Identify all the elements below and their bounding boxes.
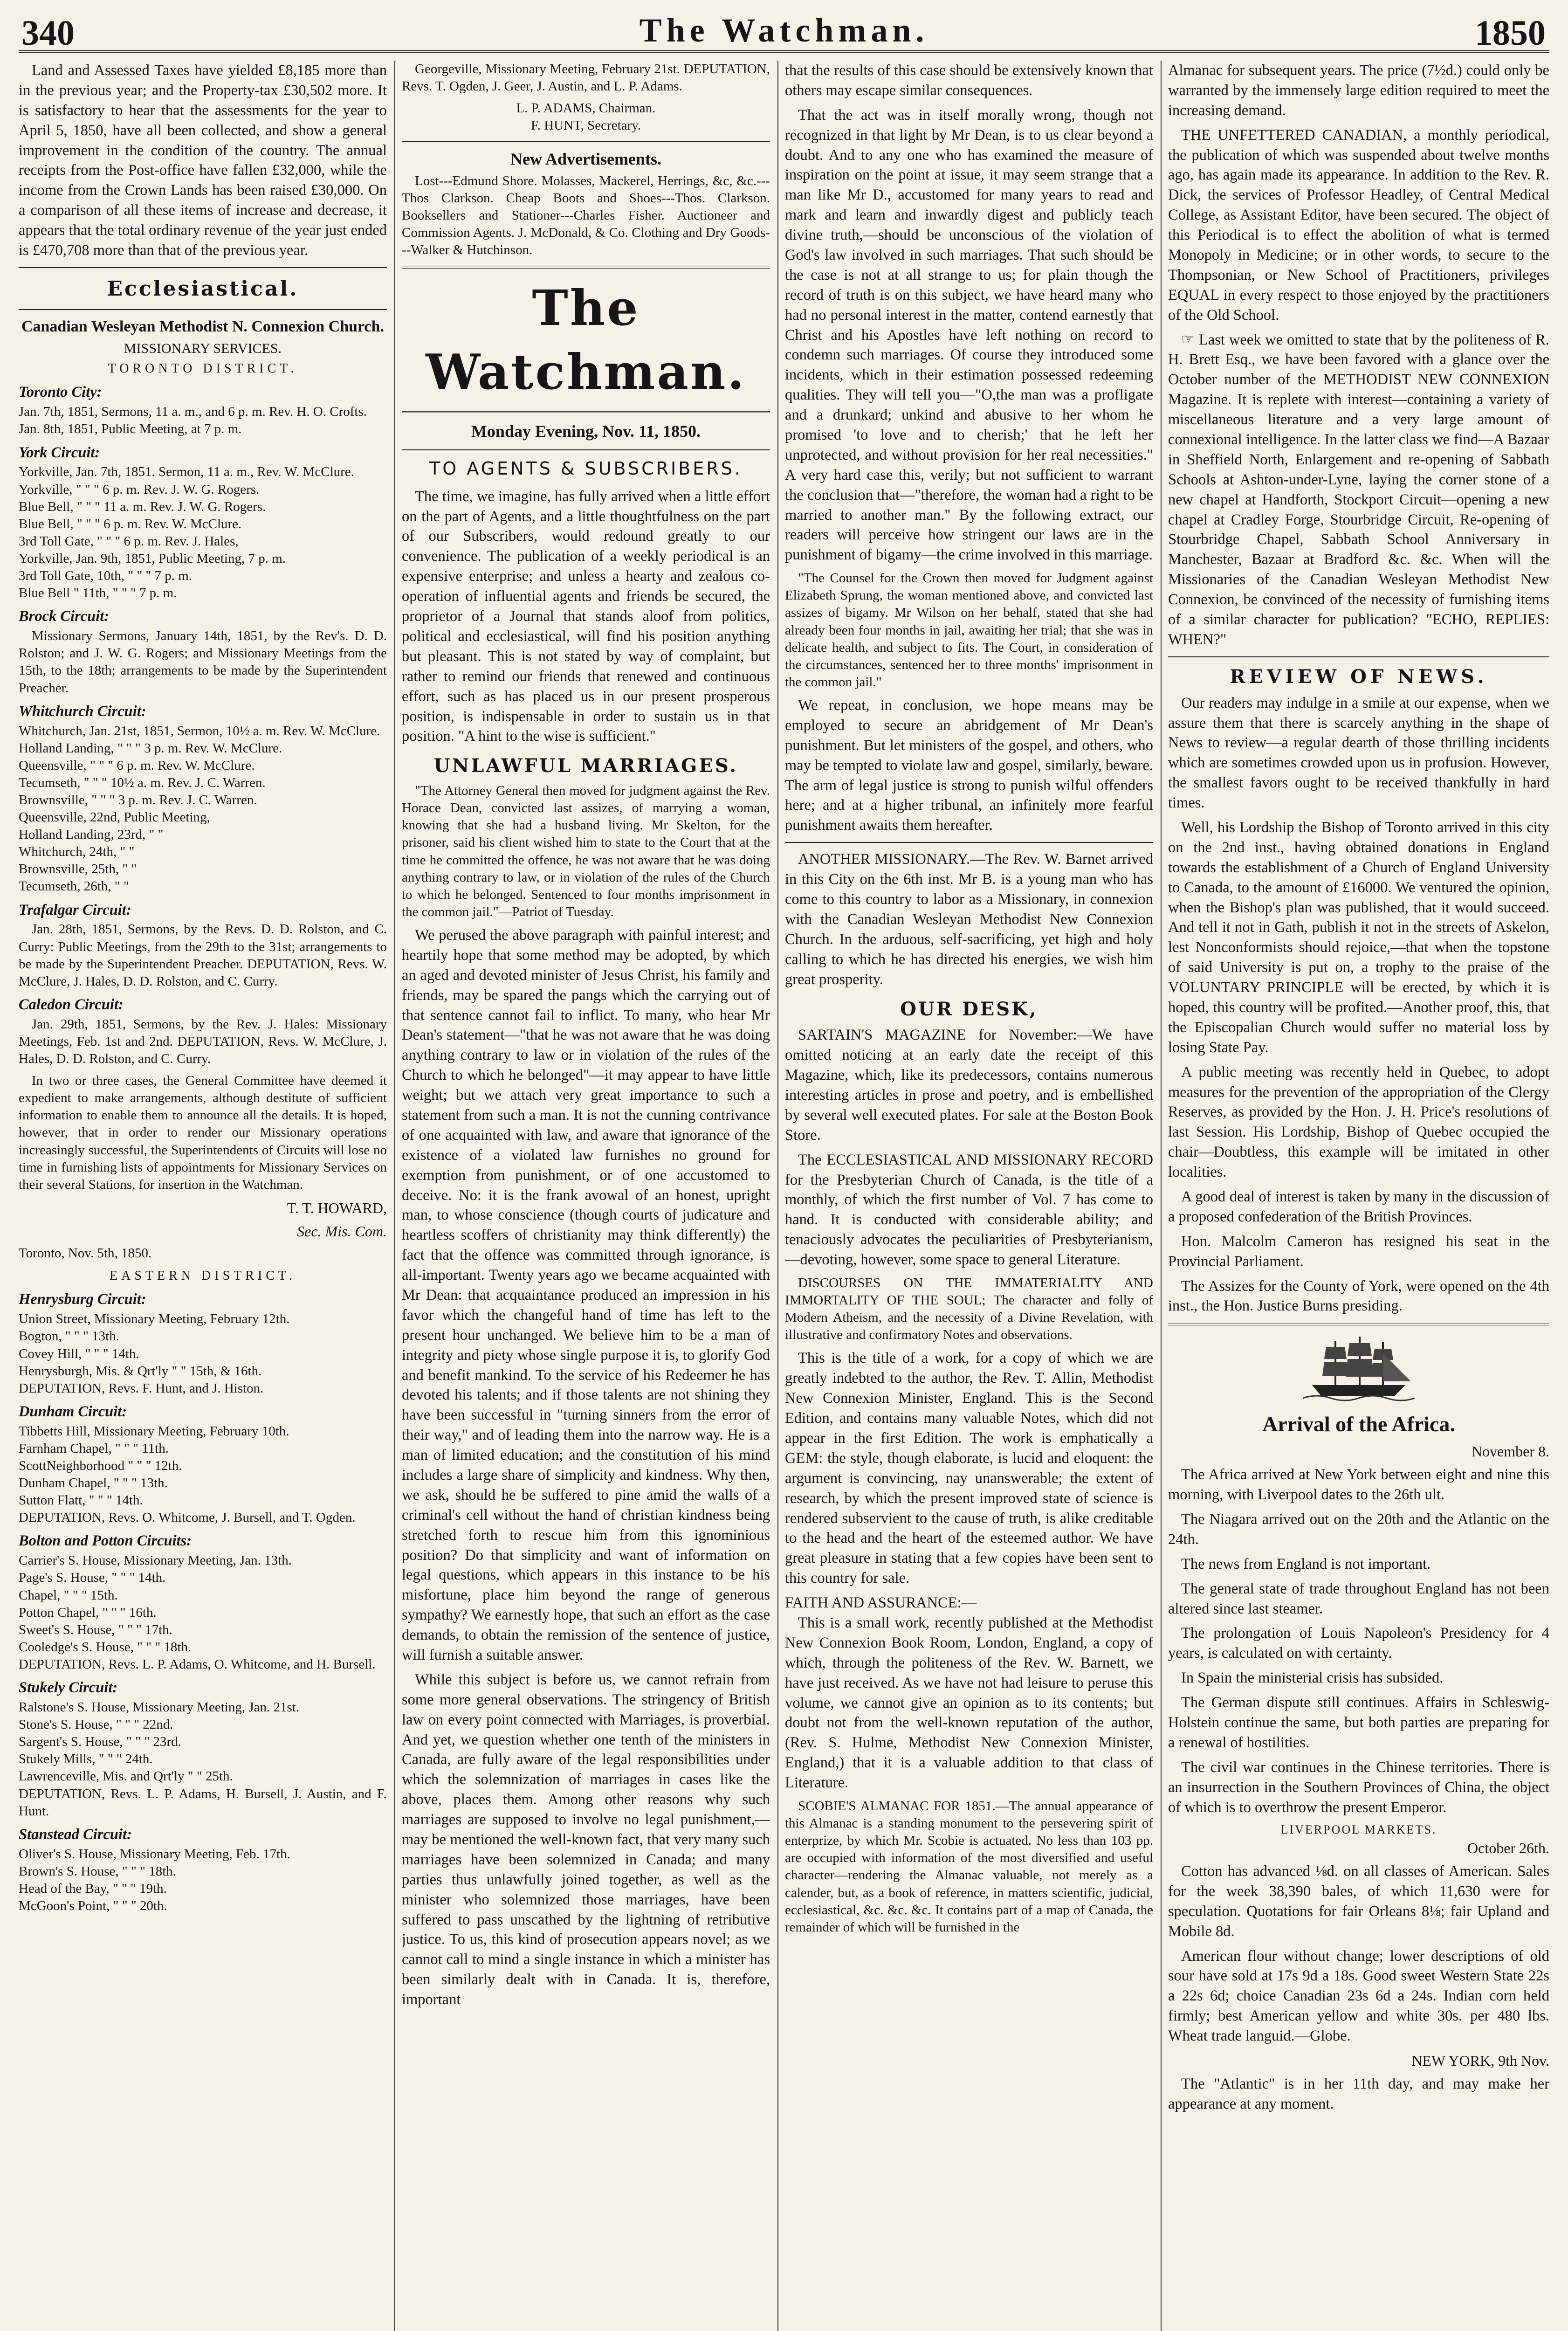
agents-heading: TO AGENTS & SUBSCRIBERS. — [429, 458, 743, 479]
column-4 — [1168, 61, 1549, 2331]
signer-title: Sec. Mis. Com. — [297, 1223, 387, 1240]
divider — [402, 267, 770, 269]
georgeville-text: Georgeville, Missionary Meeting, February 21st. DEPUTATION, Revs. T. Ogden, J. Geer, J. Austin, and L. P. Adams. — [402, 62, 770, 94]
marriages-paragraph: That the act was in itself morally wrong, though not recognized in that light by Mr Dean, is to us clear beyond a doubt. And to any one who has examined the measure of inspiration on the point at issue, it may seem strange that a man like Mr D., accustomed for many years to read and mark and learn and inwardly digest and publicly teach divine truth,—should be unconscious of the violation of God's law involved in such marriages. That such should be the case is not at all strange to us; for plain though the record of truth is on this subject, we have heard many who had no personal interest in the matter, contend earnestly that Christ and his Apostles have left nothing on record to condemn such marriages. Of course they introduced some incidents, which in their estimation possessed redeeming qualities. They will tell you—"O,the man was a profligate and a drunkard; unkind and abusive to her whom he promised 'to love and to cherish;' that he left her unprotected, and without provision for her real necessities." A very hard case this, verily; but not sufficient to warrant the conclusion that—"therefore, the woman had a right to be married to another man." By the following extract, our readers will perceive how stringent our laws are in the punishment of bigamy—the crime involved in this marriage. — [785, 106, 1153, 564]
schedule-line: Union Street, Missionary Meeting, February 12th. — [19, 1311, 290, 1327]
circuit-heading: Dunham Circuit: — [19, 1403, 127, 1420]
advertisements-list: Lost---Edmund Shore. Molasses, Mackerel, Herrings, &c, &c.---Thos Clarkson. Cheap Boots and Shoes---Thos. Clarkson. Booksellers and Stationer---Charles Fisher. Auctioneer and Commission Agents. J. McDonald, & Co. Clothing and Dry Goods---Walker & Hutchinson. — [402, 173, 770, 258]
schedule-line: DEPUTATION, Revs. L. P. Adams, O. Whitcome, and H. Bursell. — [19, 1656, 376, 1672]
circuit-heading: Toronto City: — [19, 384, 102, 401]
place-date: Toronto, Nov. 5th, 1850. — [19, 1246, 152, 1261]
market-item: American flour without change; lower descriptions of old sour have sold at 17s 9d a 18s. Good sweet Western State 22s a 22s 6d; choice Canadian 23s 6d a 24s. Indian corn held firmly; best American yellow and white 30s. per 480 lbs. Wheat trade languid.—Globe. — [1168, 1947, 1549, 2045]
revenue-paragraph: Land and Assessed Taxes have yielded £8,185 more than in the previous year; and the Property-tax £30,502 more. It is satisfactory to hear that the assessments for the year to April 5, 1850, have all been collected, and show a general improvement in the condition of the country. The annual receipts from the Post-office have fallen £32,000, while the income from the Crown Lands has been raised £30,000. On a comparison of all these items of increase and decrease, it appears that the total ordinary revenue of the year just ended is £470,708 more than that of the previous year. — [19, 62, 387, 259]
market-item: Cotton has advanced ⅛d. on all classes of American. Sales for the week 38,390 bales, of which 11,630 were for speculation. Quotations for fair Orleans 8⅛; fair Upland and Mobile 8d. — [1168, 1862, 1549, 1940]
eastern-district-heading: EASTERN DISTRICT. — [110, 1269, 296, 1283]
arrival-heading: Arrival of the Africa. — [1262, 1412, 1455, 1436]
news-item: The German dispute still continues. Affairs in Schleswig-Holstein continue the same, but both parties are preparing for a renewal of hostilities. — [1168, 1694, 1549, 1751]
schedule-line: Jan. 7th, 1851, Sermons, 11 a. m., and 6 p. m. Rev. H. O. Crofts. — [19, 404, 367, 420]
masthead-rule — [19, 50, 1549, 53]
column-rule — [777, 61, 778, 2331]
news-item: The "Atlantic" is in her 11th day, and may make her appearance at any moment. — [1168, 2076, 1549, 2113]
review-heading: REVIEW OF NEWS. — [1230, 665, 1488, 688]
schedule-line: Page's S. House, " " " 14th. — [19, 1570, 166, 1586]
faith-paragraph: This is a small work, recently published at the Methodist New Connexion Book Room, London, England, a copy of which, through the politeness of the Rev. W. Barnett, we have just received. As we have not had leisure to peruse this volume, we cannot give an opinion as to its contents; but doubt not from the well-known reputation of the author, (Rev. S. Hulme, Methodist New Connexion Minister, England,) that it is a valuable addition to that class of Literature. — [785, 1614, 1153, 1792]
faith-heading: FAITH AND ASSURANCE:— — [785, 1594, 977, 1612]
schedule-line: Yorkville, Jan. 9th, 1851, Public Meeting, 7 p. m. — [19, 551, 286, 566]
review-paragraph: A public meeting was recently held in Quebec, to adopt measures for the prevention of the appropriation of the Clergy Reserves, as provided by the Hon. J. H. Price's resolutions of last Session. His Lordship, Bishop of Quebec occupied the chair—Doubtless, this example will be imitated in other localities. — [1168, 1063, 1549, 1181]
schedule-line: 3rd Toll Gate, " " " 6 p. m. Rev. J. Hales, — [19, 533, 239, 549]
new-york-dateline: NEW YORK, 9th Nov. — [1411, 2052, 1549, 2069]
marriages-paragraph: We perused the above paragraph with painful interest; and heartily hope that some method may be adopted, by which an aged and devoted minister of Jesus Christ, his family and friends, may be spared the pangs which the carrying out of that sentence cannot fail to inflict. To many, who hear Mr Dean's statement—"that he was not aware that he was doing anything contrary to law or in violation of the rules of the Church to which he belonged"—it may appear to have little weight; but we attach very great importance to such a statement from such a man. It is not the cunning contrivance of one acquainted with law, and aware that ignorance of the existence of a violated law furnishes no ground for exemption from punishment, or of one accustomed to deceive. No: it is the frank avowal of an honest, upright man, to whose conscience (though courts of judicature and heartless scoffers of christianity may think differently) the fact that the offence was committed through ignorance, is all-important. Twenty years ago we became acquainted with Mr Dean: that acquaintance produced an impression in his favor which the changeful hand of time has left to the present hour unchanged. We believe him to be a man of integrity and piety whose single purpose it is, to glorify God and benefit mankind. To the service of his Redeemer he has devoted his talents; and if those talents are not shining they have been successful in "turning sinners from the error of their way," and of leading them into the narrow way. He is a man of limited education; and the constitution of his mind includes a large share of simplicity and kindness. Why then, we ask, should he be suffered to pine amid the walls of a criminal's cell without the hand of christian kindness being stretched forth to rescue him from this ignominious position? Do that simplicity and want of information on legal questions, which appears in this instance to be his misfortune, place him beyond the range of generous sympathy? We earnestly hope, that such an effort as the case demands, to obtain the remission of the sentence of justice, will furnish a suitable answer. — [402, 926, 770, 1664]
news-item: In Spain the ministerial crisis has subsided. — [1181, 1669, 1444, 1687]
arrival-date: November 8. — [1471, 1442, 1549, 1460]
news-item: The prolongation of Louis Napoleon's Presidency for 4 years, is calculated on with certainty. — [1168, 1625, 1549, 1662]
marriages-paragraph: We repeat, in conclusion, we hope means may be employed to secure an abridgement of Mr Dean's punishment. But let ministers of the gospel, and others, who may be tempted to violate law and gospel, similarly, beware. The arm of legal justice is strong to punish wilful offenders here; and at a higher tribunal, an infinitely more fearful punishment awaits them hereafter. — [785, 697, 1153, 834]
masthead-title: The Watchman. — [639, 12, 929, 49]
review-paragraph: Our readers may indulge in a smile at our expense, when we assure them that there is scarcely anything in the shape of News to review—a regular dearth of those thrilling incidents which are sometimes crowded upon us in profusion. However, the smallest favors ought to be received thankfully in hard times. — [1168, 694, 1549, 812]
circuit-text: Jan. 29th, 1851, Sermons, by the Rev. J. Hales: Missionary Meetings, Feb. 1st and 2nd. DEPUTATION, Revs. W. McClure, J. Hales, D. D. Rolston, and C. Curry. — [19, 1016, 387, 1067]
circuit-heading: Henrysburg Circuit: — [19, 1291, 146, 1308]
schedule-line: Carrier's S. House, Missionary Meeting, Jan. 13th. — [19, 1553, 292, 1568]
divider — [785, 842, 1153, 843]
schedule-line: Dunham Chapel, " " " 13th. — [19, 1476, 168, 1491]
services-heading: MISSIONARY SERVICES. — [124, 340, 282, 356]
page-number: 340 — [21, 14, 75, 53]
column-2 — [402, 61, 770, 2331]
counsel-quote: "The Counsel for the Crown then moved for Judgment against Elizabeth Sprung, the woman mentioned above, and convicted last assizes of bigamy. Mr Wilson on her behalf, stated that she had already been four months in jail, awaiting her trial; that she was in delicate health, and subject to fits. The Court, in consideration of the circumstances, sentenced her to three months' imprisonment in the common jail." — [785, 571, 1153, 690]
schedule-line: Chapel, " " " 15th. — [19, 1587, 118, 1603]
schedule-line: Henrysburgh, Mis. & Qrt'ly " " 15th, & 16th. — [19, 1363, 262, 1379]
schedule-line: 3rd Toll Gate, 10th, " " " 7 p. m. — [19, 568, 193, 584]
marriages-paragraph: While this subject is before us, we cannot refrain from some more general observations. The stringency of British law on every point connected with Marriages, is proverbial. And yet, we question whether one tenth of the ministers in Canada, are fully aware of the legal responsibilities under which the solemnization of marriages in cases like the above, places them. Among other reasons why such marriages are supposed to involve no legal punishment,—may be mentioned the well-known fact, that very many such marriages have been solemnized in Canada; and many parties thus unlawfully joined together, as well as the minister who solemnized those marriages, have been suffered to pass unscathed by the lightning of retributive justice. To us, this kind of prosecution appears novel; as we cannot call to mind a single instance in which a minister has been similarly dealt with in Canada. It is, therefore, important — [402, 1671, 770, 2008]
schedule-line: Lawrenceville, Mis. and Qrt'ly " " 25th. — [19, 1769, 233, 1784]
schedule-line: Whitchurch, Jan. 21st, 1851, Sermon, 10½ a. m. Rev. W. McClure. — [19, 723, 380, 738]
masthead — [19, 11, 1549, 53]
secretary-signature: F. HUNT, Secretary. — [530, 118, 641, 133]
schedule-line: DEPUTATION, Revs. F. Hunt, and J. Histon. — [19, 1380, 264, 1396]
schedule-line: Jan. 8th, 1851, Public Meeting, at 7 p. m. — [19, 421, 242, 437]
schedule-line: Yorkville, " " " 6 p. m. Rev. J. W. G. Rogers. — [19, 482, 260, 497]
masthead-year: 1850 — [1475, 14, 1546, 53]
schedule-line: Yorkville, Jan. 7th, 1851. Sermon, 11 a. m., Rev. W. McClure. — [19, 464, 354, 480]
circuit-heading: Stukely Circuit: — [19, 1679, 118, 1697]
schedule-line: Head of the Bay, " " " 19th. — [19, 1881, 167, 1896]
circuit-heading: Whitchurch Circuit: — [19, 703, 146, 720]
schedule-line: Bogton, " " " 13th. — [19, 1329, 119, 1344]
chairman-signature: L. P. ADAMS, Chairman. — [516, 101, 656, 116]
committee-notice: In two or three cases, the General Committee have deemed it expedient to make arrangements, although destitute of sufficient information to enable them to announce all the details. It is hoped, however, that in order to render our Missionary operations increasingly successful, the Superintendents of Circuits will lose no time in furnishing lists of appointments for Missionary Services on their several Stations, for insertion in the Watchman. — [19, 1073, 387, 1192]
attorney-quote: "The Attorney General then moved for judgment against the Rev. Horace Dean, convicted last assizes, of marrying a woman, knowing that she had a husband living. Mr Skelton, for the prisoner, said his client wished him to state to the Court that at the time he committed the offence, he was not aware that he was doing anything contrary to law, or in violation of the rules of the Church to which he belonged. Sentenced to four months imprisonment in the common jail."—Patriot of Tuesday. — [402, 783, 770, 919]
schedule-line: Oliver's S. House, Missionary Meeting, Feb. 17th. — [19, 1846, 290, 1862]
news-item: The general state of trade throughout England has not been altered since last steamer. — [1168, 1580, 1549, 1617]
schedule-line: Tecumseth, " " " 10½ a. m. Rev. J. C. Warren. — [19, 775, 266, 790]
marriages-heading: UNLAWFUL MARRIAGES. — [433, 755, 738, 777]
circuit-heading: Trafalgar Circuit: — [19, 901, 131, 918]
discourses-paragraph: This is the title of a work, for a copy of which we are greatly indebted to the author, the Rev. T. Allin, Methodist New Connexion Minister, England. This is the Second Edition, and contains many valuable Notes, which did not appear in the first Edition. The work is emphatically a GEM: the style, though elaborate, is lucid and eloquent: the argument is convincing, nay unanswerable; the extent of research, by which the present improved state of science is rendered subservient to the cause of truth, is alike creditable to the head and the heart of the esteemed author. We have great pleasure in stating that a few copies have been sent to this country for sale. — [785, 1350, 1153, 1587]
column-1 — [19, 61, 387, 2331]
schedule-line: Sutton Flatt, " " " 14th. — [19, 1493, 143, 1508]
divider — [402, 141, 770, 142]
schedule-line: Covey Hill, " " " 14th. — [19, 1346, 139, 1361]
advertisements-heading: New Advertisements. — [510, 150, 661, 169]
divider — [1168, 1324, 1549, 1325]
schedule-line: Cooledge's S. House, " " " 18th. — [19, 1639, 192, 1655]
circuit-heading: York Circuit: — [19, 444, 100, 461]
sailing-ship-icon — [1303, 1333, 1415, 1408]
circuit-text: Jan. 28th, 1851, Sermons, by the Revs. D. D. Rolston, and C. Curry: Public Meetings, from the 29th to the 31st; arrangements to be made by the Superintendent Preacher. DEPUTATION, Revs. W. McClure, J. Hales, D. D. Rolston, and C. Curry. — [19, 922, 387, 989]
church-heading: Canadian Wesleyan Methodist N. Connexion Church. — [21, 317, 385, 335]
review-paragraph: The Assizes for the County of York, were opened on the 4th inst., the Hon. Justice Burns presiding. — [1168, 1277, 1549, 1315]
schedule-line: McGoon's Point, " " " 20th. — [19, 1898, 167, 1913]
news-item: The Africa arrived at New York between eight and nine this morning, with Liverpool dates to the 26th ult. — [1168, 1466, 1549, 1503]
divider — [402, 449, 770, 450]
schedule-line: Tecumseth, 26th, " " — [19, 879, 129, 894]
issue-dateline: Monday Evening, Nov. 11, 1850. — [471, 422, 701, 441]
schedule-line: Holland Landing, 23rd, " " — [19, 827, 164, 842]
schedule-line: Sweet's S. House, " " " 17th. — [19, 1622, 172, 1637]
signer-name: T. T. HOWARD, — [287, 1199, 387, 1216]
schedule-line: Ralstone's S. House, Missionary Meeting, Jan. 21st. — [19, 1699, 300, 1715]
circuit-heading: Brock Circuit: — [19, 608, 110, 625]
schedule-line: Blue Bell " 11th, " " " 7 p. m. — [19, 586, 177, 601]
schedule-line: Queensville, 22nd, Public Meeting, — [19, 810, 210, 825]
divider — [19, 267, 387, 268]
schedule-line: Sargent's S. House, " " " 23rd. — [19, 1734, 181, 1750]
circuit-heading: Bolton and Potton Circuits: — [19, 1532, 192, 1550]
schedule-line: Holland Landing, " " " 3 p. m. Rev. W. McClure. — [19, 740, 282, 756]
scobie-paragraph: SCOBIE'S ALMANAC FOR 1851.—The annual appearance of this Almanac is a standing monument to the persevering spirit of enterprize, by which Mr. Scobie is actuated. No less than 103 pp. are occupied with information of the most diversified and useful character—rendering the Almanac valuable, not merely as a calender, but, as a book of reference, in matters scientific, judicial, ecclesiastical, &c. &c. &c. It contains part of a map of Canada, the remainder of which will be furnished in the — [785, 1799, 1153, 1935]
marriages-paragraph: that the results of this case should be extensively known that others may escape similar consequences. — [785, 62, 1153, 99]
markets-date: October 26th. — [1467, 1839, 1549, 1856]
schedule-line: Blue Bell, " " " 11 a. m. Rev. J. W. G. Rogers. — [19, 499, 266, 514]
markets-heading: LIVERPOOL MARKETS. — [1280, 1823, 1437, 1837]
watchman-logo: The Watchman. — [426, 279, 746, 400]
connexion-paragraph: ☞ Last week we omitted to state that by the politeness of R. H. Brett Esq., we have been favored with a glance over the October number of the METHODIST NEW CONNEXION Magazine. It is replete with interest—containing a variety of miscellaneous literature and a very large amount of connexional intelligence. In the latter class we find—A Bazaar in Sheffield North, Enlargement and re-opening of Sabbath Schools at Ashton-under-Lyne, laying the corner stone of a new chapel at Handforth, Stockport Circuit—opening a new chapel at Cradley Forge, Stourbridge Circuit, Re-opening of Stourbridge Chapel, Sabbath School Anniversary in Manchester, Bazaar at Bradford &c. &c. When will the Missionaries of the Canadian Wesleyan Methodist New Connexion, be convinced of the necessity of furnishing items of a similar character for publication? "ECHO, REPLIES: WHEN?" — [1168, 331, 1549, 648]
divider — [402, 411, 770, 413]
canadian-paragraph: THE UNFETTERED CANADIAN, a monthly periodical, the publication of which was suspended about twelve months ago, has again made its appearance. In addition to the Rev. R. Dick, the services of Professor Headley, of Central Medical College, as Assistant Editor, have been secured. The object of this Periodical is to effect the abolition of what is termed Monopoly in Medicine; or in other words, to secure to the Thompsonian, or New School of Practitioners, privileges EQUAL in every respect to those enjoyed by the practitioners of the Old School. — [1168, 126, 1549, 324]
divider — [1168, 656, 1549, 657]
record-paragraph: The ECCLESIASTICAL AND MISSIONARY RECORD for the Presbyterian Church of Canada, is the title of a monthly, of which the first number of Vol. 7 has come to hand. It is conducted with considerable ability; and tenaciously advocates the peculiarities of Presbyterianism,—devoting, however, some space to general Literature. — [785, 1151, 1153, 1269]
schedule-line: Stukely Mills, " " " 24th. — [19, 1752, 153, 1767]
schedule-line: DEPUTATION, Revs. O. Whitcome, J. Bursell, and T. Ogden. — [19, 1510, 356, 1525]
review-paragraph: Well, his Lordship the Bishop of Toronto arrived in this city on the 2nd inst., having obtained donations in England towards the establishment of a Church of England University to Canada, to the amount of £16000. We ventured the opinion, when the Bishop's plan was published, that it would succeed. And tell it not in Gath, publish it not in the streets of Askelon, lest Nonconformists should rejoice,—that when the topstone of said University is put on, a trophy to the praise of the VOLUNTARY PRINCIPLE will be erected, by which it is hoped, this country will be profited.—Another proof, this, that the Episcopalian Church would suffer no material loss by losing State Pay. — [1168, 819, 1549, 1056]
almanac-paragraph: Almanac for subsequent years. The price (7½d.) could only be warranted by the immensely large edition required to meet the increasing demand. — [1168, 62, 1549, 119]
column-rule — [394, 61, 395, 2331]
news-item: The Niagara arrived out on the 20th and the Atlantic on the 24th. — [1168, 1510, 1549, 1548]
discourses-title: DISCOURSES ON THE IMMATERIALITY AND IMMORTALITY OF THE SOUL; The character and folly of Modern Atheism, and the necessity of a Divine Revelation, with illustrative and confirmatory Notes and observations. — [785, 1275, 1153, 1343]
schedule-line: Potton Chapel, " " " 16th. — [19, 1605, 157, 1620]
schedule-line: Blue Bell, " " " 6 p. m. Rev. W. McClure. — [19, 516, 242, 531]
agents-paragraph: The time, we imagine, has fully arrived when a little effort on the part of Agents, and a little thoughtfulness on the part of our Subscribers, would redound greatly to our convenience. The publication of a weekly periodical is an expensive enterprise; and unless a hearty and zealous co-operation of influential agents and friends be secured, the proprietor of a Journal that stands aloof from politics, political and ecclesiastical, will find his position anything but pleasant. This is not stated by way of complaint, but rather to remind our friends that renewed and continuous effort, such as has placed us in our present prosperous position, is indispensable in order to sustain us in that position. "A hint to the wise is sufficient." — [402, 488, 770, 745]
review-paragraph: Hon. Malcolm Cameron has resigned his seat in the Provincial Parliament. — [1168, 1233, 1549, 1270]
news-item: The civil war continues in the Chinese territories. There is an insurrection in the Southern Provinces of China, the object of which is to overthrow the present Emperor. — [1168, 1759, 1549, 1816]
missionary-paragraph: ANOTHER MISSIONARY.—The Rev. W. Barnet arrived in this City on the 6th inst. Mr B. is a young man who has come to this country to labor as a Missionary, in connexion with the Canadian Wesleyan Methodist New Connexion Church. In the arduous, self-sacrificing, yet high and holy calling to which he has directed his energies, we wish him great prosperity. — [785, 851, 1153, 988]
review-paragraph: A good deal of interest is taken by many in the discussion of a proposed confederation of the British Provinces. — [1168, 1188, 1549, 1225]
schedule-line: DEPUTATION, Revs. L. P. Adams, H. Bursell, J. Austin, and F. Hunt. — [19, 1786, 387, 1819]
ecclesiastical-heading: Ecclesiastical. — [107, 276, 299, 301]
divider — [19, 309, 387, 310]
schedule-line: Tibbetts Hill, Missionary Meeting, February 10th. — [19, 1423, 289, 1439]
ship-illustration — [1168, 1333, 1549, 1408]
schedule-line: Brown's S. House, " " " 18th. — [19, 1863, 177, 1879]
circuit-text: Missionary Sermons, January 14th, 1851, by the Rev's. D. D. Rolston; and J. W. G. Rogers; and Missionary Meetings from the 15th, to the 18th; arrangements to be made by the Superintendent Preacher. — [19, 628, 387, 696]
circuit-heading: Stanstead Circuit: — [19, 1826, 132, 1843]
our-desk-heading: OUR DESK, — [900, 998, 1038, 1020]
toronto-district-heading: TORONTO DISTRICT. — [108, 361, 298, 376]
news-item: The news from England is not important. — [1181, 1555, 1431, 1572]
column-rule — [1161, 61, 1162, 2331]
schedule-line: Whitchurch, 24th, " " — [19, 844, 135, 860]
schedule-line: Brownsville, " " " 3 p. m. Rev. J. C. Warren. — [19, 792, 257, 807]
schedule-line: Farnham Chapel, " " " 11th. — [19, 1441, 169, 1456]
schedule-line: Brownsville, 25th, " " — [19, 862, 137, 877]
column-3 — [785, 61, 1153, 2331]
schedule-line: Queensville, " " " 6 p. m. Rev. W. McClure. — [19, 758, 255, 773]
circuit-heading: Caledon Circuit: — [19, 996, 124, 1013]
schedule-line: ScottNeighborhood " " " 12th. — [19, 1458, 182, 1473]
sartain-paragraph: SARTAIN'S MAGAZINE for November:—We have omitted noticing at an early date the receipt of this Magazine, which, like its predecessors, contains numerous interesting articles in prose and poetry, and is embellished by several well executed plates. For sale at the Boston Book Store. — [785, 1027, 1153, 1144]
schedule-line: Stone's S. House, " " " 22nd. — [19, 1717, 173, 1732]
